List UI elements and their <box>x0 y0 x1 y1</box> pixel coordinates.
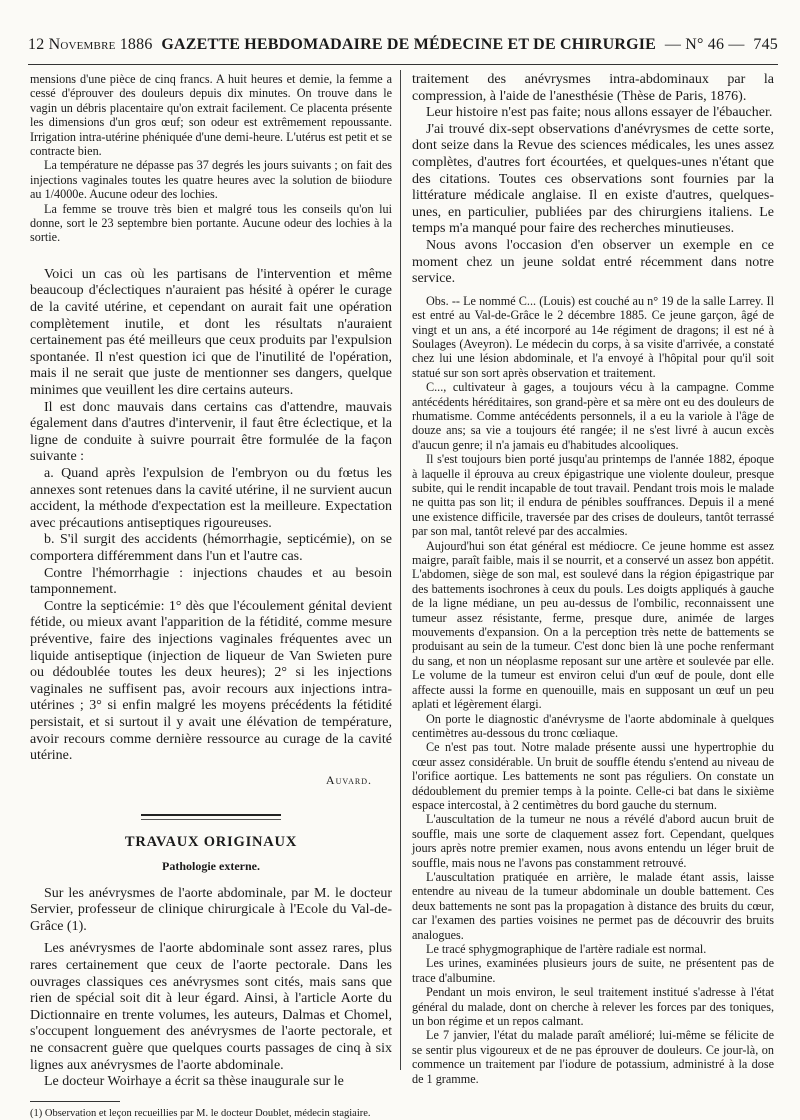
paragraph: L'auscultation pratiquée en arrière, le malade étant assis, laisse entendre au niveau de la tumeur abdominale un double battement. Ces deux battements ne sont pas la propagation à distance des bruits du cœur, car l'examen des parties voisines ne permet pas de découvrir des bruits analogues. <box>412 869 774 942</box>
paragraph: Il est donc mauvais dans certains cas d'attendre, mauvais également dans d'autres d'intervenir, il faut être éclectique, et la ligne de conduite à suivre pourrait être formulée de la façon suivante : <box>30 399 392 465</box>
paragraph: Contre l'hémorrhagie : injections chaudes et au besoin tamponnement. <box>30 565 392 598</box>
footnote: (1) Observation et leçon recueillies par M. le docteur Doublet, médecin stagiaire. <box>30 1107 371 1119</box>
issue-date: 12 Novembre 1886 <box>28 36 153 53</box>
paragraph: C..., cultivateur à gages, a toujours vécu à la campagne. Comme antécédents héréditaires, son grand-père et sa mère ont eu des douleurs de rhumatisme. Comme antécédents personnels, il a eu la variole à l'âge de douze ans; sa vie a toujours été rangée; il ne s'est livré à aucun excès d'aucun genre; il n'a jamais eu d'habitudes alcooliques. <box>412 380 774 452</box>
section-separator <box>141 814 281 820</box>
running-header <box>28 36 778 60</box>
paragraph: Le 7 janvier, l'état du malade paraît amélioré; lui-même se félicite de se sentir plus vigoureux et de ne pas éprouver de douleurs. Ce jour-là, on commence un traitement par l'iodure de potassium, administré à la dose de 1 gramme. <box>412 1028 774 1086</box>
paragraph: Nous avons l'occasion d'en observer un exemple en ce moment chez un jeune soldat entré récemment dans notre service. <box>412 237 774 287</box>
paragraph: Voici un cas où les partisans de l'intervention et même beaucoup d'éclectiques n'auraient pas hésité à opérer le curage de la cavité utérine, et cependant on aurait fait une opération complètement inutile, et dont les résultats n'auraient certainement pas été meilleurs que ceux produits par l'expulsion spontanée. Il n'est question ici que de l'inutilité de l'opération, mais il ne serait que juste de mentionner ses dangers, quelque minimes que veuillent les dire certains auteurs. <box>30 266 392 399</box>
paragraph: Les anévrysmes de l'aorte abdominale sont assez rares, plus rares certainement que ceux de l'aorte pectorale. Dans les ouvrages classiques ces anévrysmes sont cités, mais sans que rien de spécial soit dit à leur égard. Ainsi, à l'article Aorte du Dictionnaire en trente volumes, les auteurs, Dalmas et Chomel, s'occupent longuement des anévrysmes de l'aorte pectorale, et ne consacrent guère que quelques courts passages de cinq à six lignes aux anévrysmes de l'aorte abdominale. <box>30 941 392 1073</box>
paragraph: La température ne dépasse pas 37 degrés les jours suivants ; on fait des injections vaginales toutes les quatre heures avec la solution de biiodure au 1/4000e. Aucune odeur des lochies. <box>30 158 392 202</box>
article-title: Sur les anévrysmes de l'aorte abdominale, par M. le docteur Servier, professeur de clinique chirurgicale à l'Ecole du Val-de-Grâce (1). <box>30 885 392 934</box>
paragraph: traitement des anévrysmes intra-abdominaux par la compression, à l'aide de l'anesthésie (Thèse de Paris, 1876). <box>412 72 774 104</box>
author-signature: Auvard. <box>325 772 372 787</box>
issue-number: — N° 46 — <box>664 36 745 53</box>
right-column <box>412 72 774 1086</box>
paragraph: Le tracé sphygmographique de l'artère radiale est normal. <box>426 942 707 956</box>
paragraph: a. Quand après l'expulsion de l'embryon ou du fœtus les annexes sont retenues dans la cavité utérine, il ne survient aucun accident, la méthode d'expectation est la meilleure. Expectation avec précautions antiseptiques rigoureuses. <box>30 466 392 531</box>
paragraph: Obs. -- Le nommé C... (Louis) est couché au n° 19 de la salle Larrey. Il est entré au Val-de-Grâce le 2 décembre 1885. Ce jeune garçon, âgé de vingt et un ans, a été incorporé au 14e régiment de dragons; il est né à Soulages (Aveyron). Le médecin du corps, à sa visite d'arrivée, a constaté chez lui une lésion abdominale, et l'a envoyé à l'hôpital pour qu'il soit statué sur son sort après observation et traitement. <box>412 293 774 380</box>
paragraph: Pendant un mois environ, le seul traitement institué s'adresse à l'état général du malade, dont on cherche à relever les forces par des toniques, un bon régime et un repos calmant. <box>412 985 774 1029</box>
paragraph: Ce n'est pas tout. Notre malade présente aussi une hypertrophie du cœur assez considérable. Un bruit de souffle étendu s'entend au niveau de l'orifice aortique. Les battements ne sont pas réguliers. On constate un dédoublement du premier temps à la pointe. Celle-ci bat dans le sixième espace intercostal, à 2 centimètres du bord gauche du sternum. <box>412 740 774 812</box>
footnote-rule <box>30 1101 120 1102</box>
header-rule <box>28 64 778 65</box>
section-subtitle: Pathologie externe. <box>162 858 260 873</box>
section-title: TRAVAUX ORIGINAUX <box>124 833 298 850</box>
paragraph: On porte le diagnostic d'anévrysme de l'aorte abdominale à quelques centimètres au-dessous du tronc cœliaque. <box>412 711 774 740</box>
paragraph: Leur histoire n'est pas faite; nous allons essayer de l'ébaucher. <box>426 105 773 121</box>
paragraph: Aujourd'hui son état général est médiocre. Ce jeune homme est assez maigre, paraît faible, mais il se nourrit, et a conservé un assez bon appétit. L'abdomen, siège de son mal, est soulevé dans la région épigastrique par des battements isochrones à ceux du pouls. Les doigts appliqués à gauche de la ligne médiane, un peu au-dessus de l'ombilic, reconnaissent une tumeur assez résistante, ferme, presque dure, animée de larges mouvements d'expansion. On a la perception très nette de battements se produisant au sein de la tumeur. C'est donc bien là une poche renfermant du sang, et non un néoplasme reposant sur une artère et soulevée par elle. Le volume de la tumeur est environ celui d'un œuf de poule, dont elle affecte aussi la forme en quenouille, mais en supposant un œuf un peu aplati et légèrement élargi. <box>412 538 774 712</box>
paragraph: Les urines, examinées plusieurs jours de suite, ne présentent pas de trace d'albumine. <box>412 956 774 985</box>
paragraph: La femme se trouve très bien et malgré tous les conseils qu'on lui donne, sort le 23 septembre bien portante. Aucune odeur des lochies à la sortie. <box>30 201 392 245</box>
column-divider <box>400 70 401 1070</box>
left-column <box>30 72 392 1119</box>
paragraph: J'ai trouvé dix-sept observations d'anévrysmes de cette sorte, dont seize dans la Revue des sciences médicales, les unes assez complètes, d'autres fort écourtées, et quelques-unes n'étant que des citations. Toutes ces observations sont fournies par la littérature médicale anglaise. Il en existe d'autres, quelques-unes, en particulier, publiées par des chirurgiens italiens. Le temps m'a manqué pour faire des recherches minutieuses. <box>412 121 774 237</box>
paragraph: b. S'il surgit des accidents (hémorrhagie, septicémie), on se comportera différemment dans l'un et l'autre cas. <box>30 532 392 564</box>
paragraph: Il s'est toujours bien porté jusqu'au printemps de l'année 1882, époque à laquelle il éprouva au creux épigastrique une violente douleur, presque subite, qui le rendit incapable de tout travail. Pendant trois mois le malade ne quitta pas son lit; il endura de pénibles souffrances. Depuis il a mené une existence difficile, traversée par des crises de douleurs, tantôt terrassé par son mal, tantôt relevé par des accalmies. <box>412 452 774 539</box>
paragraph: Contre la septicémie: 1° dès que l'écoulement génital devient fétide, ou mieux avant l'apparition de la fétidité, comme mesure préventive, faire des injections vaginales fréquentes avec un liquide antiseptique (injection de liqueur de Van Swieten pure ou dédoublée toutes les deux heures); 2° si les injections vaginales ne suffisent pas, avoir recours aux injections intra-utérines ; 3° si enfin malgré les moyens précédents la fétidité persistait, et si surtout il y avait une élévation de température, avoir recours comme dernière ressource au curage de la cavité utérine. <box>30 598 392 764</box>
paragraph: L'auscultation de la tumeur ne nous a révélé d'abord aucun bruit de souffle, mais une sorte de claquement assez fort. Cependant, quelques jours après notre premier examen, nous avons entendu un léger bruit de souffle, mais nous ne l'avons pas constamment retrouvé. <box>412 812 774 870</box>
page-number: 745 <box>753 36 778 53</box>
journal-title: GAZETTE HEBDOMADAIRE DE MÉDECINE ET DE CHIRURGIE <box>161 36 657 53</box>
paragraph: Le docteur Woirhaye a écrit sa thèse inaugurale sur le <box>44 1074 344 1090</box>
paragraph: mensions d'une pièce de cinq francs. A huit heures et demie, la femme a cessé d'éprouver des douleurs depuis dix minutes. On trouve dans le vagin un débris placentaire qu'on extrait facilement. Ce placenta présente les dimensions d'un gros œuf; son odeur est extrêmement repoussante. Irrigation intra-utérine phéniquée d'une demi-heure. L'utérus est petit et se contracte bien. <box>30 72 392 159</box>
